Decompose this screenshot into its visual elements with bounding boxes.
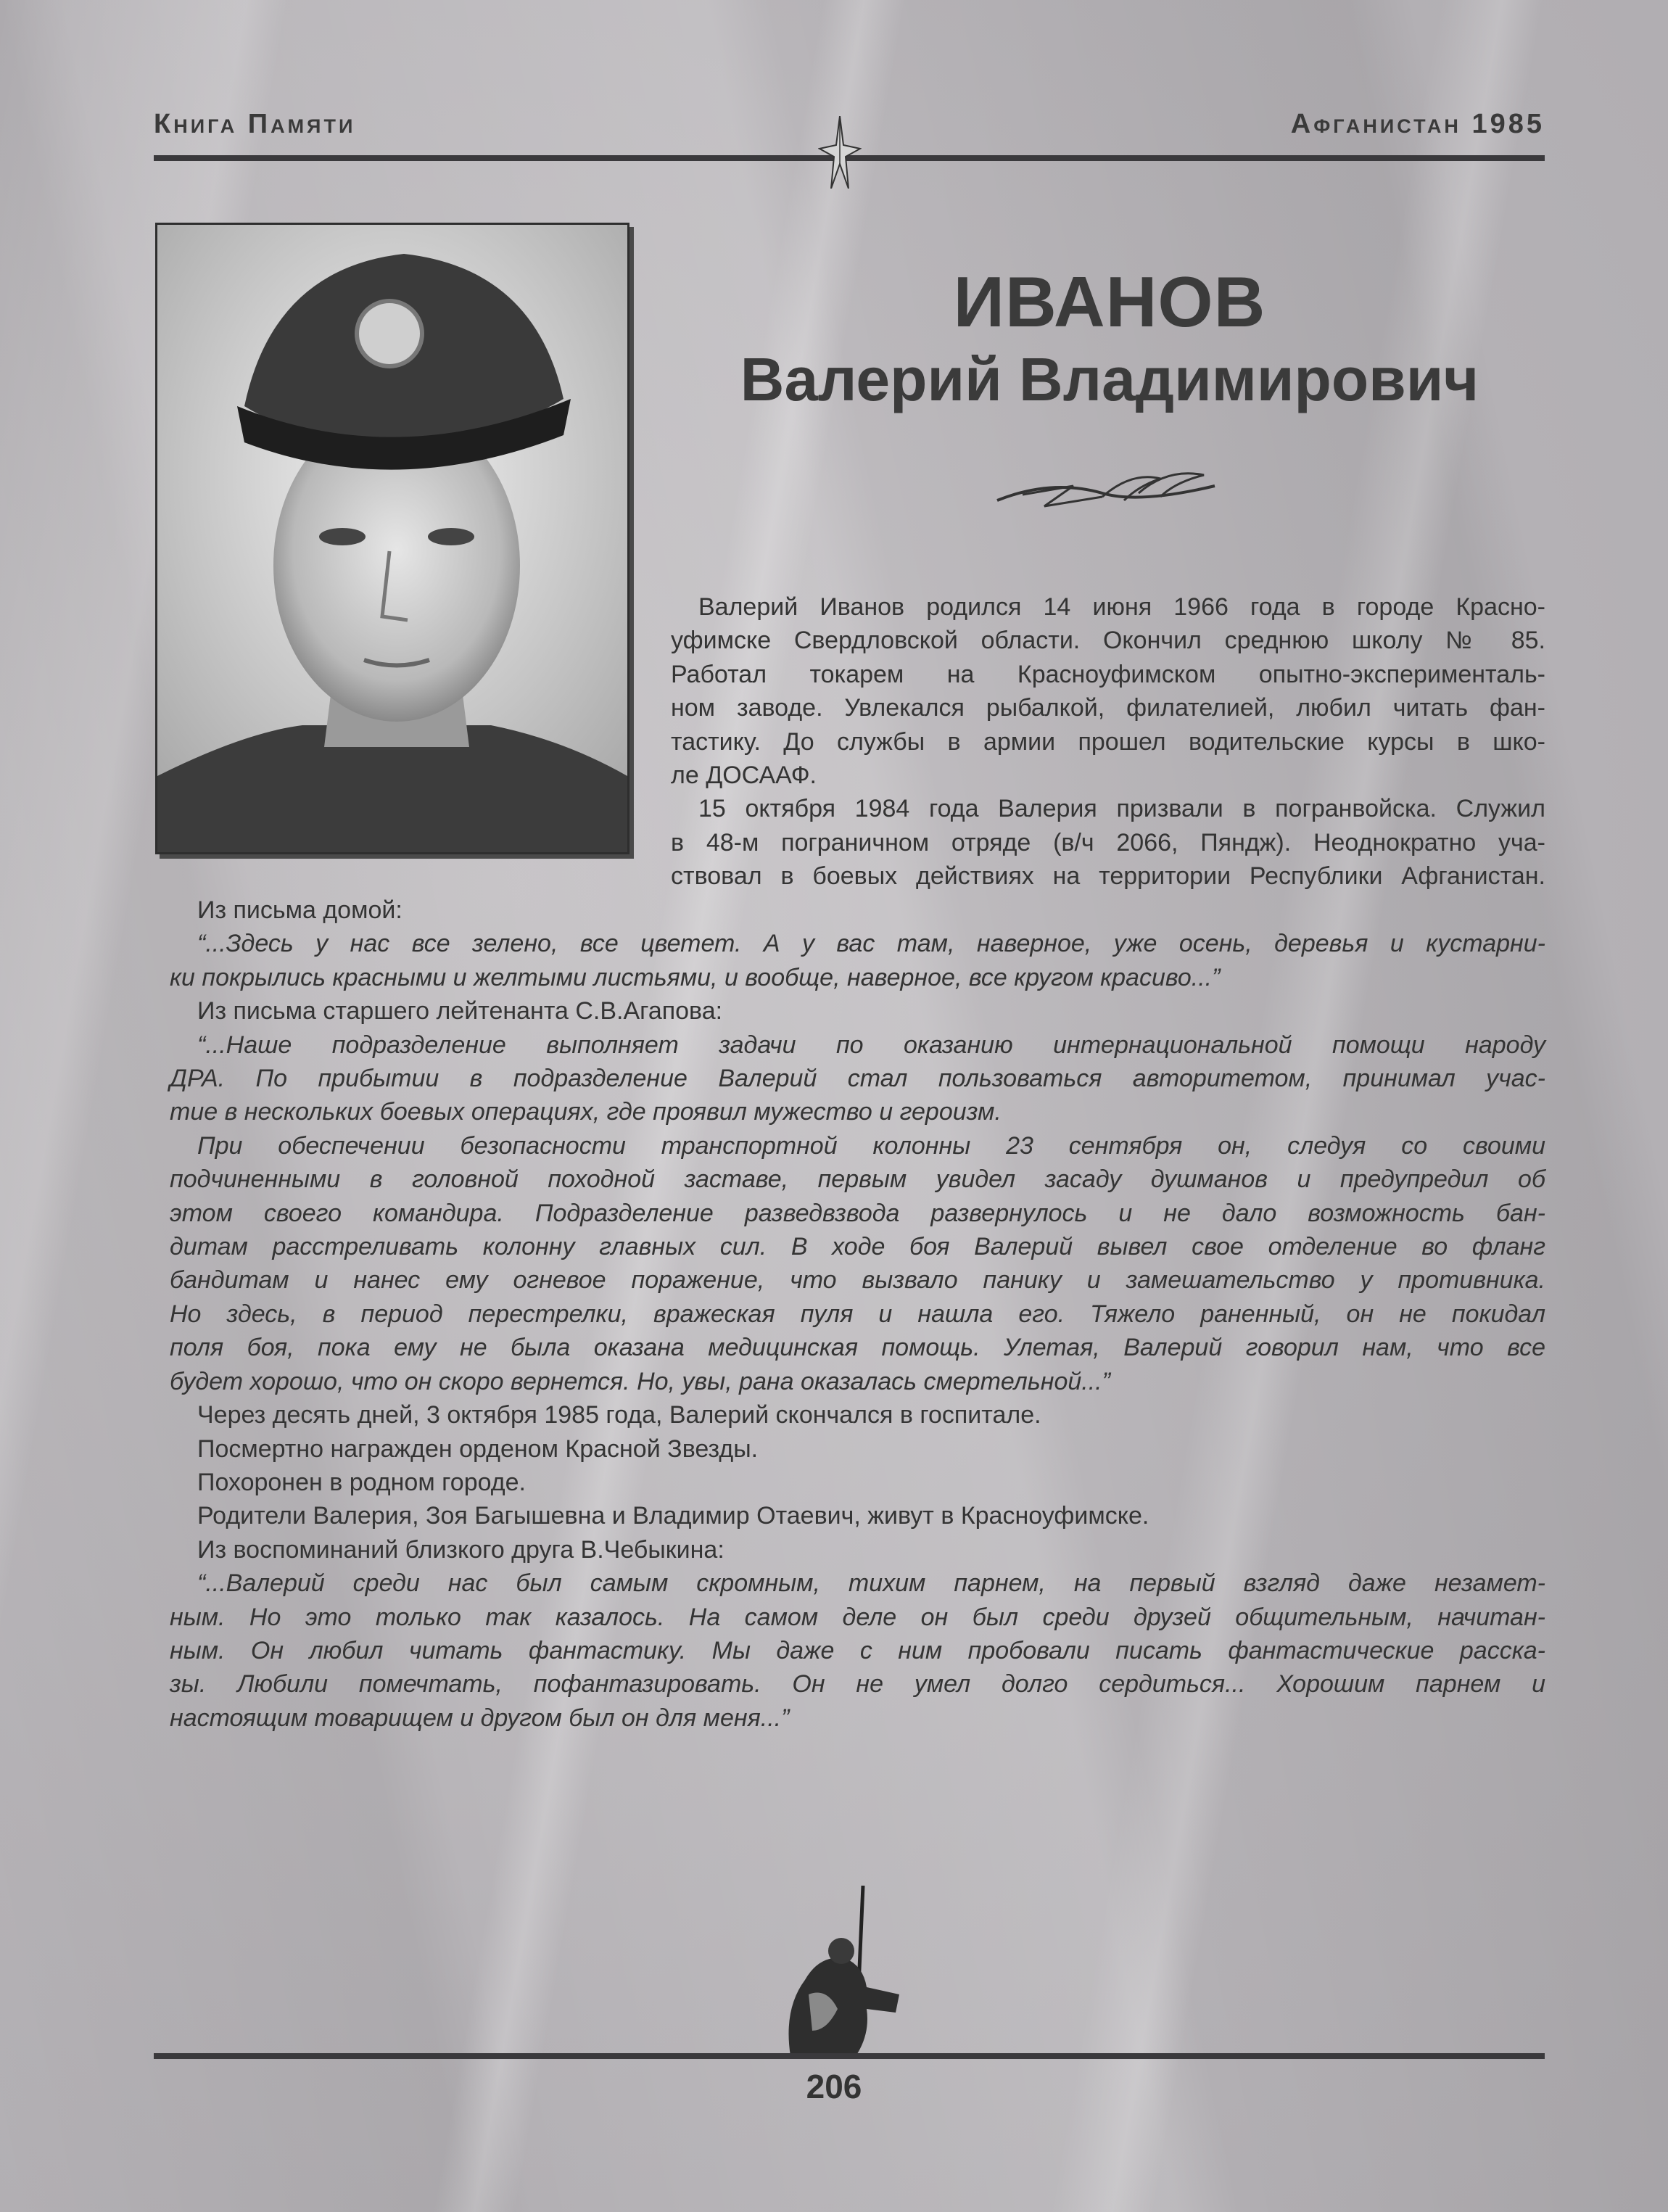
text-line: Работал токарем на Красноуфимском опытно-эксперименталь-: [671, 660, 1545, 688]
portrait-photo: [155, 223, 629, 854]
paragraph: [170, 1533, 1545, 1567]
flourish-icon: [994, 464, 1218, 515]
text-line: ствовал в боевых действиях на территории Республики Афганистан.: [671, 862, 1545, 891]
text-line: ДРА. По прибытии в подразделение Валерий стал пользоваться авторитетом, принимал учас-: [170, 1065, 1545, 1093]
given-name-heading: Валерий Владимирович: [740, 345, 1479, 413]
text-line: тастику. До службы в армии прошел водительские курсы в шко-: [671, 727, 1545, 756]
text-line: При обеспечении безопасности транспортной колонны 23 сентября он, следуя со своими: [197, 1131, 1545, 1160]
running-header-section: Афганистан 1985: [1290, 109, 1545, 139]
text-line: в 48-м пограничном отряде (в/ч 2066, Пяндж). Неоднократно уча-: [671, 828, 1545, 857]
text-line: Посмертно награжден орденом Красной Звезды.: [197, 1435, 759, 1463]
paragraph: [170, 1567, 1545, 1735]
text-line: Из воспоминаний близкого друга В.Чебыкина:: [197, 1535, 724, 1564]
text-line: Похоронен в родном городе.: [197, 1468, 526, 1496]
text-line: Валерий Иванов родился 14 июня 1966 года в городе Красно-: [698, 593, 1545, 621]
text-line: ном заводе. Увлекался рыбалкой, филателией, любил читать фан-: [671, 694, 1545, 722]
biography-text: [170, 894, 1545, 1735]
paragraph: [170, 894, 1545, 927]
paragraph: [671, 590, 1545, 792]
paragraph: [170, 994, 1545, 1028]
text-line: ным. Но это только так казалось. На самом деле он был среди друзей общительным, начитан-: [170, 1603, 1545, 1631]
star-icon: [818, 116, 862, 189]
text-line: тие в нескольких боевых операциях, где проявил мужество и героизм.: [170, 1098, 1002, 1126]
running-header-book-title: Книга Памяти: [154, 109, 356, 139]
text-line: этом своего командира. Подразделение разведвзвода развернулось и не дало возможность бан-: [170, 1199, 1545, 1227]
text-line: зы. Любили помечтать, пофантазировать. Он не умел долго сердиться... Хорошим парнем и: [170, 1670, 1545, 1699]
surname-heading: ИВАНОВ: [953, 262, 1266, 342]
paragraph: [170, 1466, 1545, 1499]
text-line: дитам расстреливать колонну главных сил. В ходе боя Валерий вывел свое отделение во фланг: [170, 1233, 1545, 1261]
intro-text: [671, 590, 1545, 894]
soldier-monument-icon: [776, 1886, 907, 2056]
text-line: “...Здесь у нас все зелено, все цветет. А у вас там, наверное, уже осень, деревья и кустарни-: [197, 930, 1545, 958]
footer-rule: [154, 2053, 1545, 2059]
paragraph: [671, 792, 1545, 893]
paragraph: [170, 1432, 1545, 1466]
text-line: подчиненными в головной походной заставе, первым увидел засаду душманов и предупредил об: [170, 1165, 1545, 1194]
text-line: поля боя, пока ему не была оказана медицинская помощь. Улетая, Валерий говорил нам, что все: [170, 1334, 1545, 1362]
text-line: Через десять дней, 3 октября 1985 года, Валерий скончался в госпитале.: [197, 1401, 1041, 1429]
text-line: Из письма домой:: [197, 896, 402, 924]
text-line: Родители Валерия, Зоя Багышевна и Владимир Отаевич, живут в Красноуфимске.: [197, 1502, 1149, 1530]
text-line: бандитам и нанес ему огневое поражение, что вызвало панику и замешательство у противника.: [170, 1266, 1545, 1295]
text-line: ки покрылись красными и желтыми листьями, и вообще, наверное, все кругом красиво...”: [170, 963, 1221, 991]
paragraph: [170, 1028, 1545, 1129]
text-line: ным. Он любил читать фантастику. Мы даже с ним пробовали писать фантастические расска-: [170, 1636, 1545, 1664]
paragraph: [170, 1499, 1545, 1532]
text-line: Из письма старшего лейтенанта С.В.Агапова:: [197, 997, 723, 1025]
paragraph: [170, 1129, 1545, 1398]
text-line: уфимске Свердловской области. Окончил среднюю школу № 85.: [671, 627, 1545, 655]
text-line: будет хорошо, что он скоро вернется. Но, увы, рана оказалась смертельной...”: [170, 1367, 1110, 1395]
text-line: настоящим товарищем и другом был он для меня...”: [170, 1704, 790, 1732]
paragraph: [170, 927, 1545, 994]
text-line: “...Валерий среди нас был самым скромным, тихим парнем, на первый взгляд даже незамет-: [197, 1569, 1545, 1598]
text-line: Но здесь, в период перестрелки, вражеская пуля и нашла его. Тяжело раненный, он не покидал: [170, 1300, 1545, 1328]
text-line: 15 октября 1984 года Валерия призвали в погранвойска. Служил: [698, 795, 1545, 823]
text-line: “...Наше подразделение выполняет задачи по оказанию интернациональной помощи народу: [197, 1031, 1545, 1059]
page-number: 206: [806, 2068, 862, 2105]
paragraph: [170, 1398, 1545, 1432]
text-line: ле ДОСААФ.: [671, 762, 817, 790]
